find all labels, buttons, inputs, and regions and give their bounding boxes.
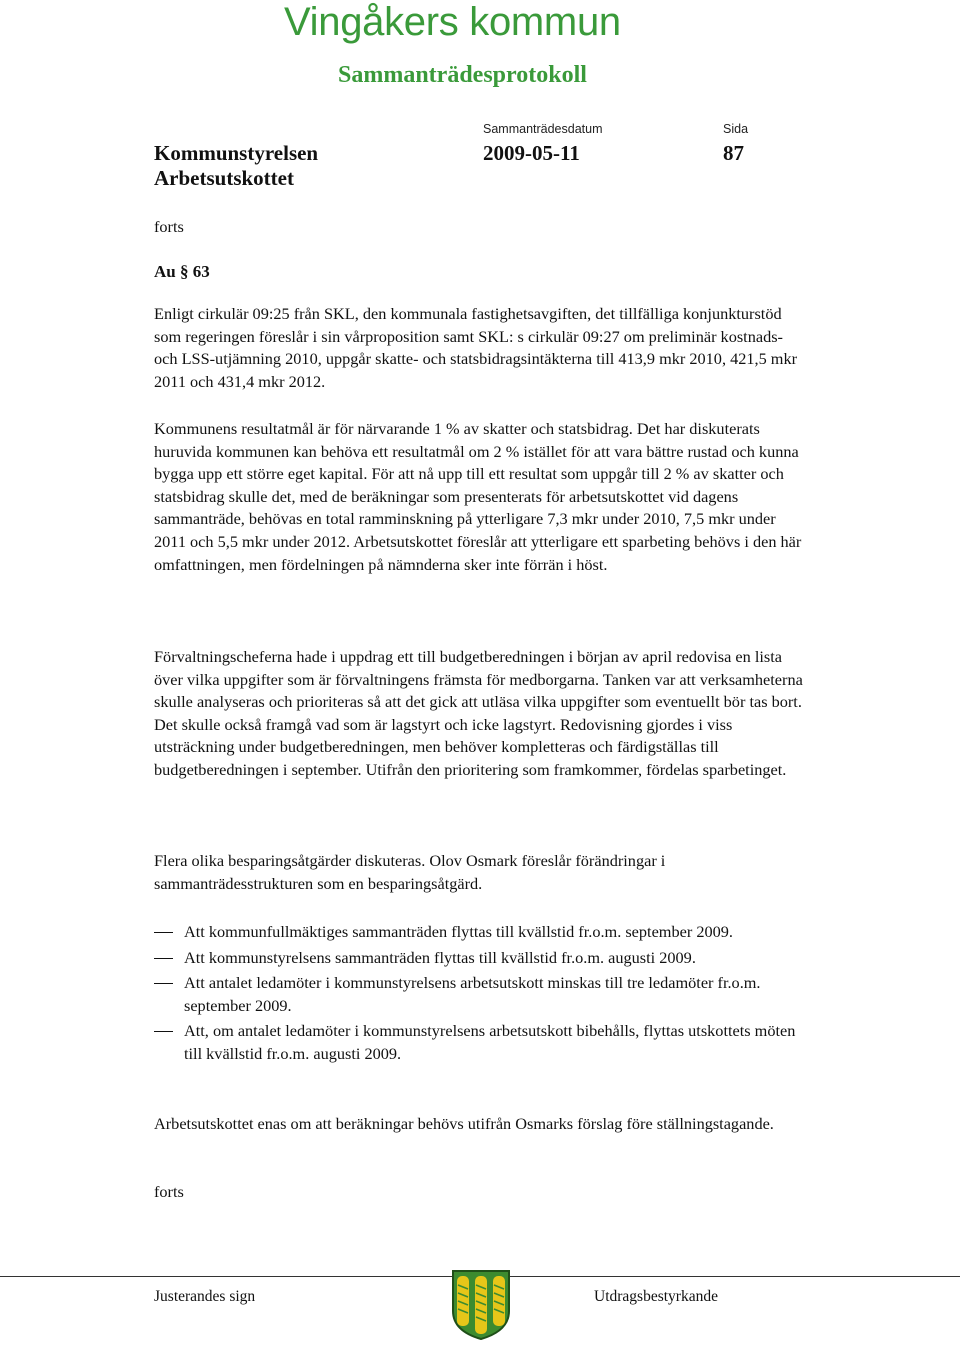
paragraph-administration-priorities: Förvaltningscheferna hade i uppdrag ett till budgetberedningen i början av april redovisa en lista över vilka uppgifter som är förvaltningens främsta för medborgarna. Tanken var att verksamheterna skulle analyseras och prioriteras så att det gick att utläsa vilka uppgifter som eventuellt bör tas bort. Det skulle också framgå vad som är lagstyrt och icke lagstyrt. Redovisning gjordes i viss utsträckning under budgetberedningen, men behöver kompletteras och färdigställas till budgetberedningen i september. Utifrån den prioritering som framkommer, fördelas sparbetinget. <box>154 647 803 779</box>
certification-label: Utdragsbestyrkande <box>594 1288 718 1305</box>
continued-marker-bottom: forts <box>154 1182 184 1201</box>
paragraph-result-target: Kommunens resultatmål är för närvarande 1 % av skatter och statsbidrag. Det har diskuterats huruvida kommunen kan behöva ett resultatmål om 2 % istället för att vara bättre rustad och kunna bygga upp ett större eget kapital. För att nå upp till ett resultat som uppgår till 2 % av skatter och statsbidrag skulle det, med de beräkningar som presenterats för arbetsutskottet vid dagens sammanträde, behövas en total ramminskning på ytterligare 7,3 mkr under 2010, 7,5 mkr under 2011 och 5,5 mkr under 2012. Arbetsutskottet föreslår att ytterligare ett sparbeting behövs i den här omfattningen, men fördelningen på nämnderna sker inte förrän i höst. <box>154 419 802 574</box>
municipal-coat-of-arms-icon <box>449 1267 513 1341</box>
meeting-date: 2009-05-11 <box>483 141 580 165</box>
proposal-list <box>154 921 804 1066</box>
paragraph-revenue-forecast: Enligt cirkulär 09:25 från SKL, den kommunala fastighetsavgiften, det tillfälliga konjunkturstöd som regeringen föreslår i sin vårproposition samt SKL: s cirkulär 09:27 om preliminär kostnads- och LSS-utjämning 2010, uppgår skatte- och statsbidragsintäkterna till 413,9 mkr 2010, 421,5 mkr 2011 och 431,4 mkr 2012. <box>154 304 798 391</box>
date-label: Sammanträdesdatum <box>483 122 603 136</box>
continued-marker-top: forts <box>154 217 184 236</box>
list-item: Att antalet ledamöter i kommunstyrelsens arbetsutskott minskas till tre ledamöter fr.o.m. september 2009. <box>154 972 804 1017</box>
subcommittee-name: Arbetsutskottet <box>154 166 294 190</box>
organization-title: Vingåkers kommun <box>284 0 621 44</box>
signature-label: Justerandes sign <box>154 1288 256 1305</box>
page-number: 87 <box>723 141 744 165</box>
list-item: Att kommunstyrelsens sammanträden flyttas till kvällstid fr.o.m. augusti 2009. <box>154 947 804 970</box>
paragraph-conclusion: Arbetsutskottet enas om att beräkningar behövs utifrån Osmarks förslag före ställningstagande. <box>154 1114 774 1133</box>
section-number: Au § 63 <box>154 262 210 281</box>
page-label: Sida <box>723 122 749 136</box>
list-item: Att kommunfullmäktiges sammanträden flyttas till kvällstid fr.o.m. september 2009. <box>154 921 804 944</box>
paragraph-savings-measures: Flera olika besparingsåtgärder diskuteras. Olov Osmark föreslår förändringar i sammanträdesstrukturen som en besparingsåtgärd. <box>154 851 666 893</box>
document-type: Sammanträdesprotokoll <box>338 62 587 88</box>
list-item: Att, om antalet ledamöter i kommunstyrelsens arbetsutskott bibehålls, flyttas utskottets möten till kvällstid fr.o.m. augusti 2009. <box>154 1020 804 1065</box>
committee-name: Kommunstyrelsen <box>154 141 319 165</box>
